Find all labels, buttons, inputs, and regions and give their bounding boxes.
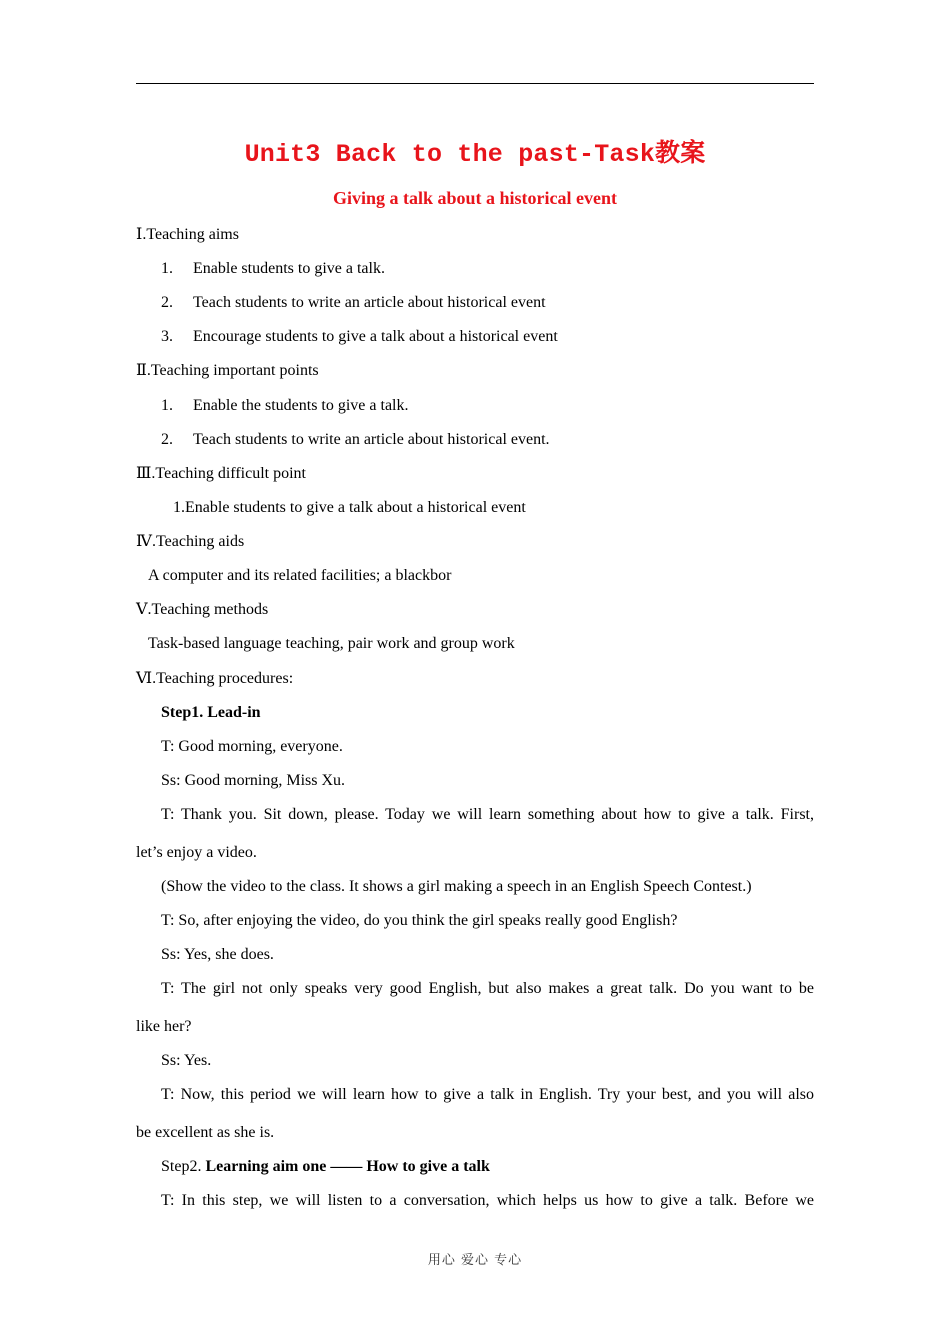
section-heading-aims: Ⅰ.Teaching aims bbox=[136, 226, 239, 243]
step1-title: Step1. Lead-in bbox=[161, 704, 261, 721]
section-heading-methods: Ⅴ.Teaching methods bbox=[136, 601, 269, 618]
aids-text: A computer and its related facilities; a blackbor bbox=[148, 567, 452, 584]
dialogue-line: T: So, after enjoying the video, do you think the girl speaks really good English? bbox=[161, 912, 678, 929]
list-item: 3. Encourage students to give a talk about a historical event bbox=[161, 328, 558, 345]
difficult-point-text: 1.Enable students to give a talk about a historical event bbox=[173, 499, 526, 516]
section-heading-important: Ⅱ.Teaching important points bbox=[136, 362, 319, 379]
dialogue-line: T: In this step, we will listen to a conversation, which helps us how to give a talk. Before we bbox=[161, 1192, 814, 1209]
header-rule bbox=[136, 83, 814, 84]
list-item: 1. Enable students to give a talk. bbox=[161, 260, 385, 277]
dialogue-line: Ss: Yes. bbox=[161, 1052, 212, 1069]
methods-text: Task-based language teaching, pair work and group work bbox=[148, 635, 515, 652]
dialogue-line: be excellent as she is. bbox=[136, 1124, 275, 1141]
section-heading-aids: Ⅳ.Teaching aids bbox=[136, 533, 245, 550]
dialogue-line: T: Thank you. Sit down, please. Today we will learn something about how to give a talk. First, bbox=[161, 806, 814, 823]
list-item: 2. Teach students to write an article about historical event. bbox=[161, 431, 550, 448]
document-title: Unit3 Back to the past-Task教案 bbox=[244, 140, 706, 169]
dialogue-line: T: Good morning, everyone. bbox=[161, 738, 343, 755]
dialogue-line: let’s enjoy a video. bbox=[136, 844, 257, 861]
list-item: 2. Teach students to write an article about historical event bbox=[161, 294, 546, 311]
dialogue-line: Ss: Yes, she does. bbox=[161, 946, 274, 963]
dialogue-line: like her? bbox=[136, 1018, 192, 1035]
step2-title: Step2. Learning aim one —— How to give a talk bbox=[161, 1158, 490, 1175]
page-footer: 用心 爱心 专心 bbox=[427, 1253, 523, 1268]
dialogue-line: T: The girl not only speaks very good English, but also makes a great talk. Do you want to be bbox=[161, 980, 814, 997]
document-subtitle: Giving a talk about a historical event bbox=[332, 188, 617, 208]
section-heading-procedures: Ⅵ.Teaching procedures: bbox=[136, 670, 294, 687]
dialogue-line: T: Now, this period we will learn how to give a talk in English. Try your best, and you will also bbox=[161, 1086, 814, 1103]
list-item: 1. Enable the students to give a talk. bbox=[161, 397, 409, 414]
section-heading-difficult: Ⅲ.Teaching difficult point bbox=[136, 465, 306, 482]
dialogue-line: Ss: Good morning, Miss Xu. bbox=[161, 772, 346, 789]
dialogue-line: (Show the video to the class. It shows a girl making a speech in an English Speech Contest.) bbox=[161, 878, 752, 895]
